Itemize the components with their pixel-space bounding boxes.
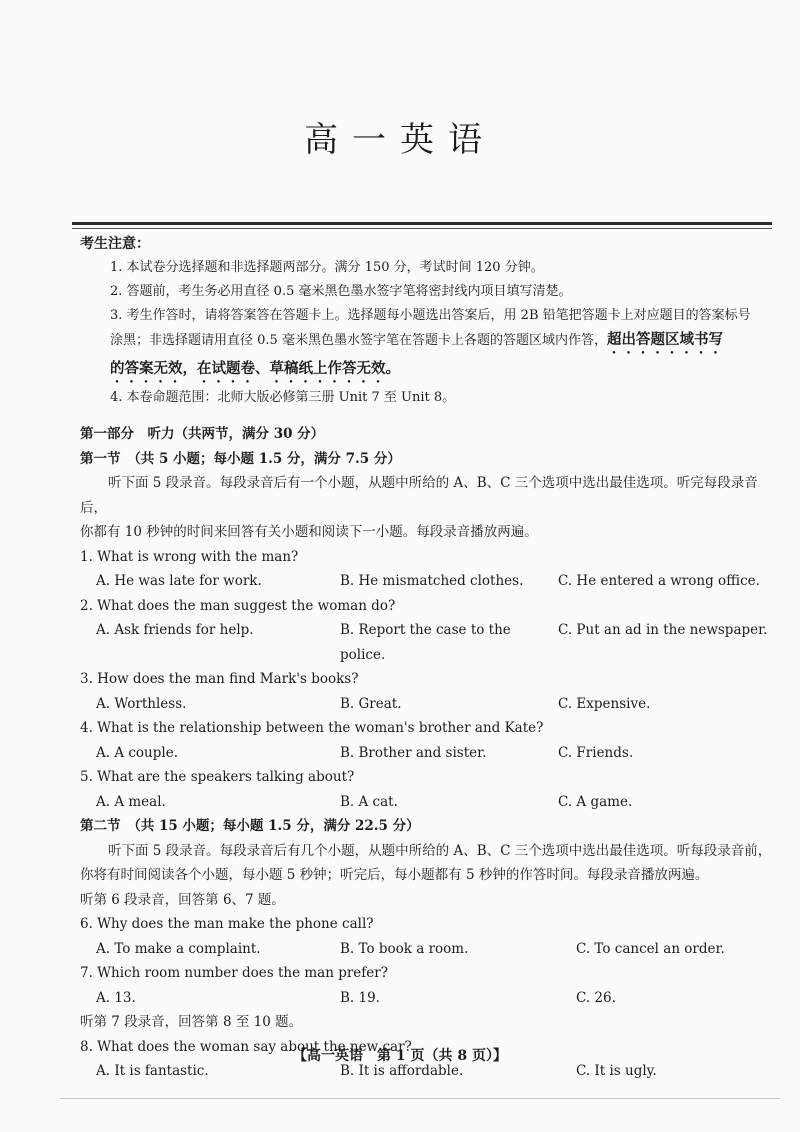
section2-heading: 第二节 （共 15 小题；每小题 1.5 分，满分 22.5 分） — [80, 818, 420, 834]
notice-item-4: 4. 本卷命题范围：北师大版必修第三册 Unit 7 至 Unit 8。 — [110, 390, 456, 405]
option-b: B. He mismatched clothes. — [340, 573, 524, 589]
question-6 — [80, 912, 780, 961]
option-c: C. To cancel an order. — [576, 940, 725, 957]
option-b: B. Great. — [340, 695, 402, 712]
option-a: A. A meal. — [96, 793, 166, 810]
question-text: 3. How does the man find Mark's books? — [80, 671, 359, 687]
option-c: C. Expensive. — [558, 695, 651, 712]
options — [80, 618, 780, 667]
question-5 — [80, 765, 780, 814]
notice-box — [80, 232, 775, 410]
bottom-divider — [60, 1098, 780, 1099]
notice-divider — [72, 222, 772, 225]
segment-7-instruction: 听第 7 段录音，回答第 8 至 10 题。 — [80, 1014, 303, 1030]
option-b: B. A cat. — [340, 793, 398, 810]
question-3 — [80, 667, 780, 716]
option-a: A. Ask friends for help. — [96, 622, 254, 638]
question-text: 7. Which room number does the man prefer? — [80, 965, 388, 981]
page-title: 高一英语 — [304, 120, 496, 160]
question-7 — [80, 961, 780, 1010]
question-text: 2. What does the man suggest the woman do? — [80, 597, 396, 614]
option-a: A. It is fantastic. — [96, 1063, 209, 1079]
section1-instruction-line2: 你都有 10 秒钟的时间来回答有关小题和阅读下一小题。每段录音播放两遍。 — [80, 524, 538, 540]
question-text: 6. Why does the man make the phone call? — [80, 916, 374, 932]
option-c: C. A game. — [558, 793, 633, 810]
option-b: B. To book a room. — [340, 940, 469, 957]
options — [80, 790, 780, 815]
question-4 — [80, 716, 780, 765]
option-b: B. Report the case to the police. — [340, 622, 511, 663]
notice-item-3-continued — [80, 328, 775, 357]
option-c: C. Put an ad in the newspaper. — [558, 622, 768, 638]
option-a: A. A couple. — [96, 744, 178, 761]
notice-emphasis-1: 超出答题区域书写 — [606, 331, 723, 348]
notice-item-3-text: 涂黑；非选择题请用直径 0.5 毫米黑色墨水签字笔在答题卡上各题的答题区域内作答， — [110, 333, 607, 348]
segment-6-instruction: 听第 6 段录音，回答第 6、7 题。 — [80, 891, 285, 908]
option-a: A. He was late for work. — [96, 573, 262, 589]
options — [80, 986, 780, 1011]
option-a: A. 13. — [96, 989, 136, 1006]
section2-instruction-line1: 听下面 5 段录音。每段录音后有几个小题，从题中所给的 A、B、C 三个选项中选出最佳选项。听每段录音前， — [108, 842, 772, 859]
option-c: C. It is ugly. — [576, 1063, 657, 1079]
option-a: A. Worthless. — [96, 695, 187, 712]
options — [80, 692, 780, 717]
options — [80, 569, 780, 594]
question-text: 4. What is the relationship between the woman's brother and Kate? — [80, 720, 544, 736]
section1-heading: 第一节 （共 5 小题；每小题 1.5 分，满分 7.5 分） — [80, 450, 401, 467]
question-text: 1. What is wrong with the man? — [80, 548, 299, 565]
option-c: C. 26. — [576, 989, 616, 1006]
options — [80, 937, 780, 962]
notice-item-1: 1. 本试卷分选择题和非选择题两部分。满分 150 分，考试时间 120 分钟。 — [110, 260, 544, 275]
question-1 — [80, 545, 780, 594]
part1-heading: 第一部分 听力（共两节，满分 30 分） — [80, 426, 325, 442]
notice-heading: 考生注意： — [80, 236, 150, 252]
exam-body — [80, 422, 780, 1084]
option-c: C. Friends. — [558, 744, 634, 761]
section1-instruction-line1: 听下面 5 段录音。每段录音后有一个小题，从题中所给的 A、B、C 三个选项中选出最佳选项。听完每段录音后， — [80, 475, 758, 516]
page-footer: 【高一英语 第 1 页（共 8 页）】 — [293, 1048, 507, 1064]
notice-item-2: 2. 答题前，考生务必用直径 0.5 毫米黑色墨水签字笔将密封线内项目填写清楚。 — [110, 284, 572, 299]
section2-instruction-line2: 你将有时间阅读各个小题，每小题 5 秒钟；听完后，每小题都有 5 秒钟的作答时间。每段录音播放两遍。 — [80, 867, 709, 883]
question-text: 8. What does the woman say about the new car? — [80, 1038, 412, 1055]
question-2 — [80, 594, 780, 668]
notice-item-3: 3. 考生作答时，请将答案答在答题卡上。选择题每小题选出答案后，用 2B 铅笔把答题卡上对应题目的答案标号 — [110, 308, 751, 323]
option-b: B. It is affordable. — [340, 1063, 464, 1079]
options — [80, 741, 780, 766]
question-text: 5. What are the speakers talking about? — [80, 769, 355, 785]
option-a: A. To make a complaint. — [96, 940, 261, 957]
option-c: C. He entered a wrong office. — [558, 573, 760, 589]
option-b: B. 19. — [340, 989, 380, 1006]
notice-emphasis-2: 的答案无效，在试题卷、草稿纸上作答无效。 — [110, 360, 400, 377]
option-b: B. Brother and sister. — [340, 744, 487, 761]
